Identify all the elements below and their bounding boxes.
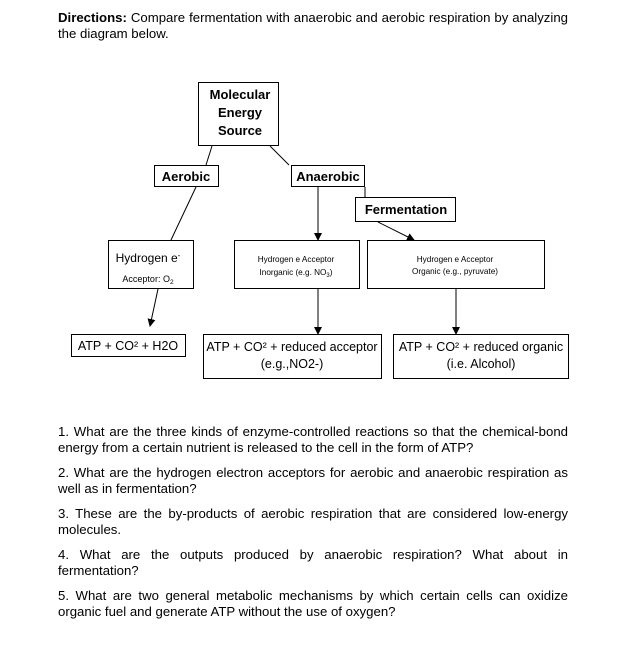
line-aerobic-acceptor bbox=[171, 187, 196, 240]
question-3: 3. These are the by-products of aerobic respiration that are considered low-energy molecules. bbox=[58, 506, 568, 537]
question-4: 4. What are the outputs produced by anaerobic respiration? What about in fermentation? bbox=[58, 547, 568, 578]
no3-subscript: 3 bbox=[326, 273, 330, 279]
directions-label: Directions: bbox=[58, 10, 127, 25]
source-line-2: Energy bbox=[217, 105, 263, 120]
line-source-anaerobic bbox=[270, 146, 289, 165]
aerobic-acceptor-text-2: Acceptor: O bbox=[122, 274, 170, 284]
fermentation-products-line-1: ATP + CO² + reduced organic bbox=[398, 340, 564, 354]
line-source-aerobic bbox=[206, 146, 212, 165]
question-5: 5. What are two general metabolic mechanisms by which certain cells can oxidize organic fuel and generate ATP without the use of oxygen? bbox=[58, 588, 568, 619]
questions-list bbox=[58, 424, 568, 629]
aerobic-label: Aerobic bbox=[161, 169, 211, 184]
fermentation-acceptor-line-1: Hydrogen e Acceptor bbox=[416, 255, 494, 264]
anaerobic-products-line-2: (e.g.,NO2-) bbox=[260, 357, 324, 371]
no3-close: ) bbox=[329, 268, 333, 277]
aerobic-acceptor-text-1: Hydrogen e bbox=[115, 251, 178, 265]
o2-subscript: 2 bbox=[169, 279, 174, 286]
source-line-3: Source bbox=[217, 123, 263, 138]
box-fermentation-acceptor bbox=[368, 241, 545, 289]
question-1: 1. What are the three kinds of enzyme-controlled reactions so that the chemical-bond energy from a certain nutrient is released to the cell in the form of ATP? bbox=[58, 424, 568, 455]
anaerobic-label: Anaerobic bbox=[296, 169, 360, 184]
arrow-aerobic-products bbox=[150, 289, 158, 326]
minus-superscript: - bbox=[177, 251, 181, 260]
aerobic-products-text: ATP + CO² + H2O bbox=[77, 339, 179, 353]
box-anaerobic-acceptor bbox=[235, 241, 360, 289]
source-line-1: Molecular bbox=[209, 87, 271, 102]
boxes bbox=[72, 83, 569, 379]
question-2: 2. What are the hydrogen electron acceptors for aerobic and anaerobic respiration as well as in fermentation? bbox=[58, 465, 568, 496]
fermentation-products-line-2: (i.e. Alcohol) bbox=[446, 357, 516, 371]
anaerobic-acceptor-text-2: Inorganic (e.g. NO bbox=[259, 268, 327, 277]
fermentation-acceptor-line-2: Organic (e.g., pyruvate) bbox=[411, 267, 499, 276]
anaerobic-products-line-1: ATP + CO² + reduced acceptor bbox=[206, 340, 378, 354]
anaerobic-acceptor-line-1: Hydrogen e Acceptor bbox=[257, 255, 335, 264]
directions-text: Compare fermentation with anaerobic and aerobic respiration by analyzing the diagram below. bbox=[58, 10, 568, 41]
aerobic-acceptor-line-1 bbox=[116, 251, 181, 265]
fermentation-label: Fermentation bbox=[364, 202, 448, 217]
arrow-fermentation-acceptor bbox=[378, 222, 414, 240]
